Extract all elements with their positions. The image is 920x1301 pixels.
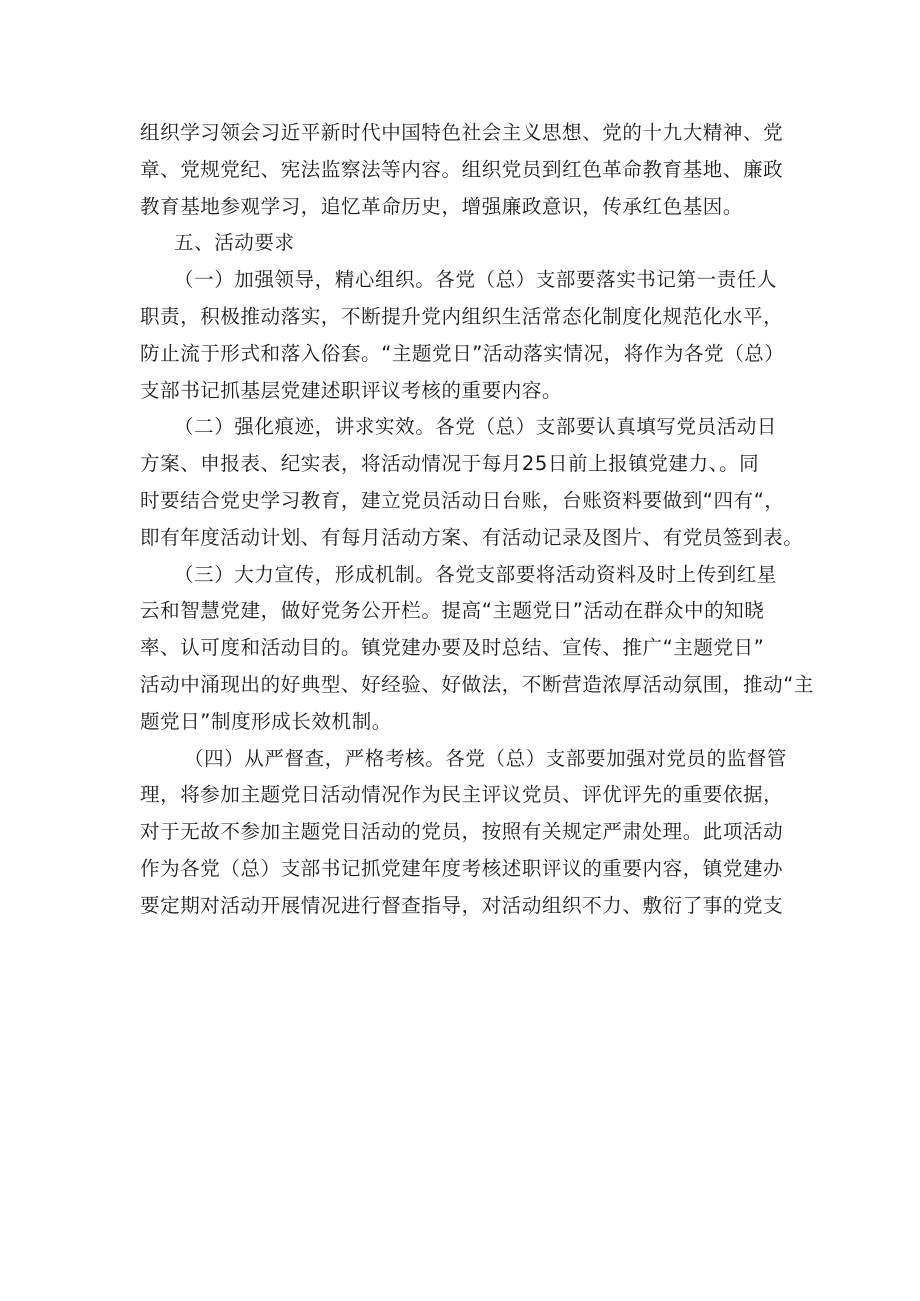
paragraph-requirement-1 xyxy=(140,262,785,409)
text-line: 云和智慧党建，做好党务公开栏。提高“主题党日”活动在群众中的知晓 xyxy=(140,599,765,623)
text-line: （四）从严督查，严格考核。各党（总）支部要加强对党员的监督管 xyxy=(184,746,788,770)
text-line: 防止流于形式和落入俗套。“主题党日”活动落实情况，将作为各党（总） xyxy=(140,341,785,365)
paragraph-requirement-4 xyxy=(140,741,788,925)
text-line: 率、认可度和活动目的。镇党建办要及时总结、宣传、推广“主题党日” xyxy=(140,636,765,660)
text-line: 要定期对活动开展情况进行督查指导，对活动组织不力、敷衍了事的党支 xyxy=(140,893,784,917)
text-line: 章、党规党纪、宪法监察法等内容。组织党员到红色革命教育基地、廉政 xyxy=(140,157,784,181)
text-line: 题党日”制度形成长效机制。 xyxy=(140,709,392,733)
document-body xyxy=(140,115,815,925)
text-line: 方案、申报表、纪实表，将活动情况于每月25日前上报镇党建力、。同 xyxy=(140,452,760,476)
section-heading-activity-requirements xyxy=(140,225,780,262)
text-line: （一）加强领导，精心组织。各党（总）支部要落实书记第一责任人 xyxy=(174,268,778,292)
text-line: 支部书记抓基层党建述职评议考核的重要内容。 xyxy=(140,378,563,402)
text-line: 对于无故不参加主题党日活动的党员，按照有关规定严肃处理。此项活动 xyxy=(140,820,784,844)
text-line: 理，将参加主题党日活动情况作为民主评议党员、评优评先的重要依据， xyxy=(140,783,784,807)
text-line: （二）强化痕迹，讲求实效。各党（总）支部要认真填写党员活动日 xyxy=(174,415,778,439)
text-line: 时要结合党史学习教育，建立党员活动日台账，台账资料要做到“四有“， xyxy=(140,488,785,512)
text-line: 组织学习领会习近平新时代中国特色社会主义思想、党的十九大精神、党 xyxy=(140,121,784,144)
text-line: 即有年度活动计划、有每月活动方案、有活动记录及图片、有党员签到表。 xyxy=(140,525,804,549)
text-line: 活动中涌现出的好典型、好经验、好做法，不断营造浓厚活动氛围，推动“主 xyxy=(140,672,815,696)
text-line: （三）大力宣传，形成机制。各党支部要将活动资料及时上传到红星 xyxy=(174,562,778,586)
paragraph-requirement-3 xyxy=(140,557,815,741)
text-line: 作为各党（总）支部书记抓党建年度考核述职评议的重要内容，镇党建办 xyxy=(140,856,784,880)
text-line: 职责，积极推动落实，不断提升党内组织生活常态化制度化规范化水平， xyxy=(140,304,784,328)
paragraph-study-content xyxy=(140,115,784,225)
section-heading: 五、活动要求 xyxy=(174,231,295,255)
paragraph-requirement-2 xyxy=(140,409,804,556)
text-line: 教育基地参观学习，追忆革命历史，增强廉政意识，传承红色基因。 xyxy=(140,194,744,218)
